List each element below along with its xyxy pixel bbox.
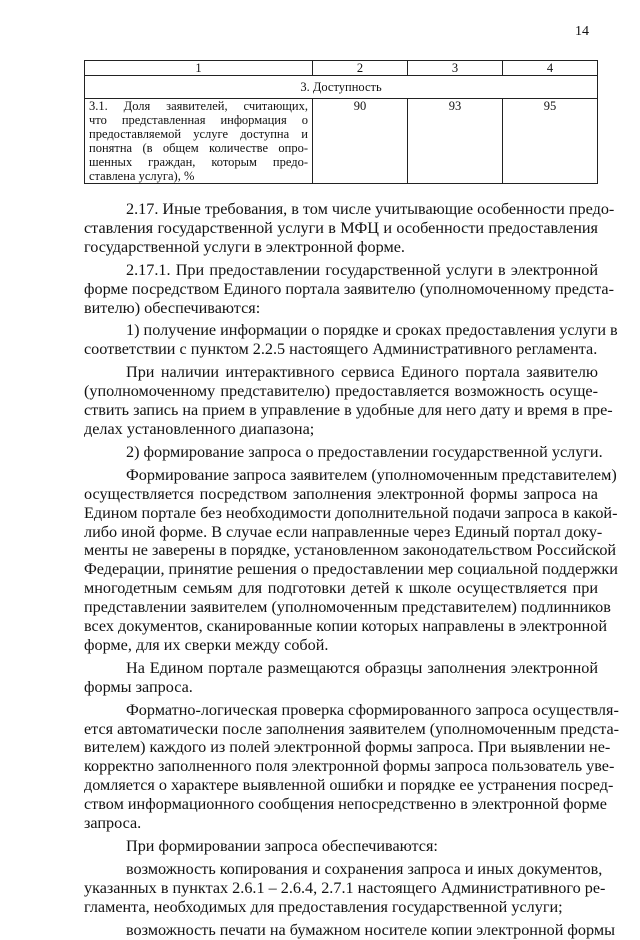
indicator-label xyxy=(85,99,313,184)
table-header-cell: 4 xyxy=(503,61,598,76)
text-line: государственной услуги в электронной форме. xyxy=(84,237,405,256)
text-line: всех документов, сканированные копии которых направлены в электронной xyxy=(84,617,608,636)
table-header-cell: 2 xyxy=(313,61,408,76)
paragraph xyxy=(84,200,615,257)
text-line: Едином портале без необходимости дополнительной подачи запроса в какой- xyxy=(84,503,618,522)
table-header-row xyxy=(85,61,598,76)
text-line: (уполномоченному представителю) предоставляется возможность осуще- xyxy=(84,382,598,401)
label-line: что представленная информация о xyxy=(89,113,308,127)
label-line: понятна (в общем количестве опро- xyxy=(89,141,308,155)
text-line: 2.17.1. При предоставлении государственной услуги в электронной xyxy=(126,260,598,279)
table-row xyxy=(85,99,598,184)
text-line: 2.17. Иные требования, в том числе учитывающие особенности предо- xyxy=(126,200,615,218)
text-line: форме посредством Единого портала заявителю (уполномоченному предста- xyxy=(84,279,614,298)
text-line: представлении заявителем (уполномоченным представителем) подлинников xyxy=(84,598,611,617)
section-title: 3. Доступность xyxy=(85,76,598,99)
table-header-cell: 3 xyxy=(408,61,503,76)
text-line: запроса. xyxy=(84,814,142,833)
text-line: либо иной форме. В случае если направленные через Единый портал доку- xyxy=(84,522,603,541)
text-line: осуществляется посредством заполнения электронной формы запроса на xyxy=(84,484,598,503)
paragraph xyxy=(84,260,614,318)
text-line: ется автоматически после заполнения заявителем (уполномоченным предста- xyxy=(84,719,620,738)
text-line: многодетным семьям для подготовки детей к школе осуществляется при xyxy=(84,579,598,598)
text-line: формы запроса. xyxy=(84,677,193,696)
text-line: вителем) каждого из полей электронной формы запроса. При выявлении не- xyxy=(84,738,611,757)
text-line: возможность печати на бумажном носителе копии электронной формы xyxy=(126,920,615,939)
text-line: менты не заверены в порядке, установленном законодательством Российской xyxy=(84,541,617,560)
text-line: ствить запись на прием в управление в удобные для него дату и время в пре- xyxy=(84,401,613,420)
paragraph xyxy=(84,859,606,917)
text-line: гламента, необходимых для предоставления государственной услуги; xyxy=(84,897,563,916)
text-line: корректно заполненного поля электронной формы запроса пользователь уве- xyxy=(84,757,615,776)
text-line: возможность копирования и сохранения запроса и иных документов, xyxy=(126,859,603,878)
text-line: делах установленного диапазона; xyxy=(84,419,315,438)
text-line: Федерации, принятие решения о предоставлении мер социальной поддержки xyxy=(84,560,618,579)
value-cell: 90 xyxy=(313,99,408,184)
paragraph xyxy=(84,700,620,833)
label-line: шенных граждан, которым предо- xyxy=(89,155,308,169)
text-line: 1) получение информации о порядке и сроках предоставления услуги в xyxy=(126,321,618,340)
paragraph xyxy=(84,659,598,697)
text-line: форме, для их сверки между собой. xyxy=(84,635,329,654)
label-line: ставлена услуга), % xyxy=(89,169,195,183)
text-line: ставления государственной услуги в МФЦ и особенности предоставления xyxy=(84,218,598,237)
text-line: ством информационного сообщения непосредственно в электронной форме xyxy=(84,795,607,814)
document-body xyxy=(84,200,620,940)
text-line: Форматно-логическая проверка сформированного запроса осуществля- xyxy=(126,700,619,719)
text-line: 2) формирование запроса о предоставлении государственной услуги. xyxy=(126,442,603,461)
paragraph xyxy=(84,920,615,940)
text-line: На Едином портале размещаются образцы заполнения электронной xyxy=(126,658,598,677)
paragraph xyxy=(84,465,618,655)
text-line: указанных в пунктах 2.6.1 – 2.6.4, 2.7.1 настоящего Административного ре- xyxy=(84,878,606,897)
table-header-cell: 1 xyxy=(85,61,313,76)
label-line: 3.1. Доля заявителей, считающих, xyxy=(89,99,308,113)
value-cell: 93 xyxy=(408,99,503,184)
paragraph xyxy=(84,837,598,856)
text-line: Формирование запроса заявителем (уполномоченным представителем) xyxy=(126,465,617,484)
metrics-table xyxy=(84,60,598,184)
paragraph xyxy=(84,442,603,462)
table-section-row xyxy=(85,76,598,99)
label-line: предоставляемой услуге доступна и xyxy=(89,127,308,141)
text-line: соответствии с пунктом 2.2.5 настоящего Административного регламента. xyxy=(84,340,598,359)
text-line: домляется о характере выявленной ошибки и порядке ее устранения посред- xyxy=(84,776,614,795)
text-line: вителю) обеспечиваются: xyxy=(84,298,261,317)
text-line: При наличии интерактивного сервиса Единого портала заявителю xyxy=(126,363,598,382)
paragraph xyxy=(84,321,618,359)
paragraph xyxy=(84,363,613,439)
page-number: 14 xyxy=(575,24,589,39)
text-line: При формировании запроса обеспечиваются: xyxy=(126,837,438,855)
value-cell: 95 xyxy=(503,99,598,184)
